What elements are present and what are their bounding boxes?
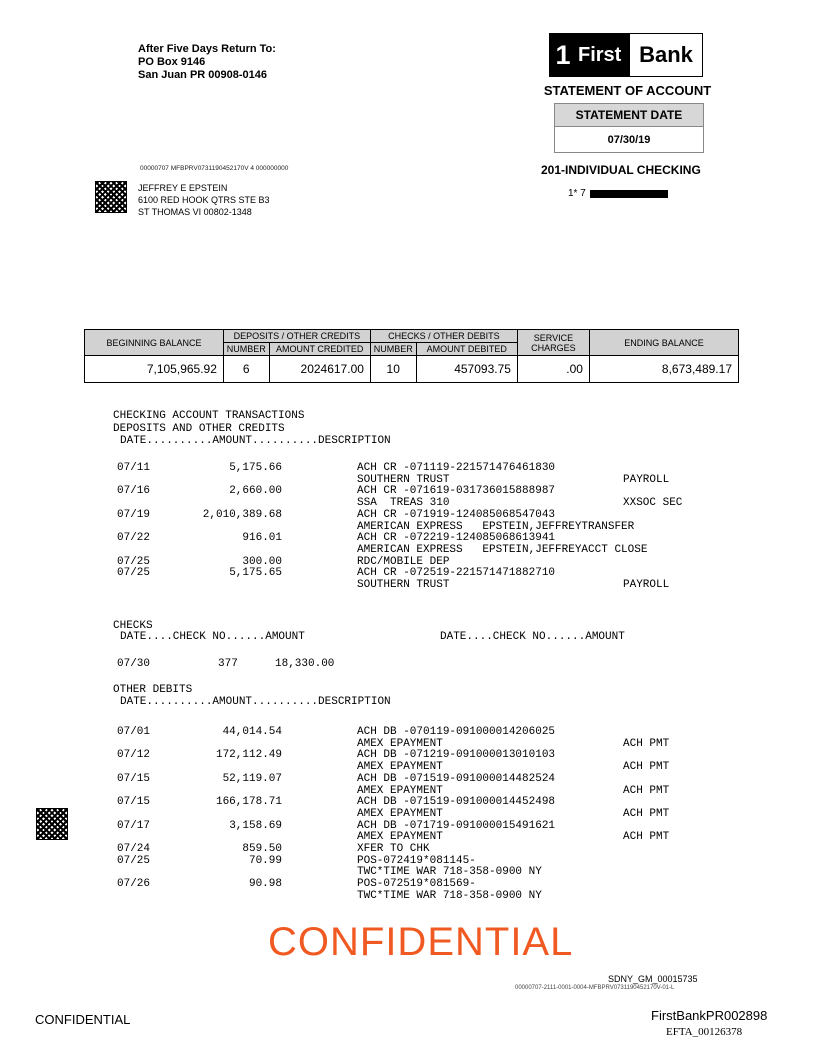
deposit-description-line2: SSA TREAS 310 bbox=[357, 497, 450, 510]
account-number bbox=[568, 188, 668, 199]
debit-date: 07/15 bbox=[117, 796, 151, 809]
amount-debited: 457093.75 bbox=[416, 356, 517, 383]
confidential-footer: CONFIDENTIAL bbox=[35, 1012, 131, 1027]
deposit-amount: 5,175.65 bbox=[229, 567, 282, 580]
customer-name: JEFFREY E EPSTEIN bbox=[138, 183, 228, 193]
debit-description-line2: TWC*TIME WAR 718-358-0900 NY bbox=[357, 889, 542, 902]
amount-credited: 2024617.00 bbox=[269, 356, 370, 383]
header-ending-balance: ENDING BALANCE bbox=[589, 330, 738, 356]
deposit-description-line2: SOUTHERN TRUST bbox=[357, 579, 450, 591]
logo-one: 1 bbox=[550, 34, 576, 76]
transactions-title: CHECKING ACCOUNT TRANSACTIONS bbox=[113, 410, 305, 422]
deposit-description: ACH CR -071619-031736015888987 bbox=[357, 485, 556, 498]
debit-description: ACH DB -071219-091000013010103 bbox=[357, 749, 556, 762]
deposit-description: ACH CR -072519-221571471882710 bbox=[357, 567, 556, 580]
debit-amount: 166,178.71 bbox=[215, 796, 282, 809]
deposit-description: RDC/MOBILE DEP bbox=[357, 555, 450, 568]
debit-description: ACH DB -071519-091000014482524 bbox=[357, 772, 556, 785]
debit-date: 07/17 bbox=[117, 819, 151, 832]
debit-description-line2: AMEX EPAYMENT bbox=[357, 737, 443, 750]
debit-amount: 172,112.49 bbox=[215, 749, 282, 762]
deposit-date: 07/22 bbox=[117, 532, 151, 545]
statement-date-box bbox=[554, 103, 704, 153]
debit-description: POS-072419*081145- bbox=[357, 854, 476, 867]
debit-description-line2: AMEX EPAYMENT bbox=[357, 784, 443, 797]
debit-description: XFER TO CHK bbox=[357, 843, 430, 855]
ending-balance: 8,673,489.17 bbox=[589, 356, 738, 383]
debit-amount: 70.99 bbox=[248, 854, 282, 867]
statement-date-label: STATEMENT DATE bbox=[555, 104, 703, 127]
debit-date: 07/25 bbox=[117, 854, 151, 867]
statement-title: STATEMENT OF ACCOUNT bbox=[543, 83, 712, 98]
efta-id: EFTA_00126378 bbox=[666, 1026, 743, 1038]
deposit-amount: 916.01 bbox=[242, 532, 282, 545]
deposits-column-header: DATE..........AMOUNT..........DESCRIPTION bbox=[120, 435, 391, 447]
debits-column-header: DATE..........AMOUNT..........DESCRIPTION bbox=[120, 696, 391, 708]
debit-description-line2: TWC*TIME WAR 718-358-0900 NY bbox=[357, 866, 542, 879]
debits-number: 10 bbox=[370, 356, 416, 383]
header-debit-number: NUMBER bbox=[370, 343, 416, 356]
debit-description-tag: ACH PMT bbox=[623, 737, 670, 750]
return-line-2: PO Box 9146 bbox=[138, 56, 206, 68]
deposit-date: 07/11 bbox=[117, 462, 151, 474]
bank-logo bbox=[549, 33, 703, 77]
customer-address-1: 6100 RED HOOK QTRS STE B3 bbox=[138, 195, 270, 205]
document-code: 00000707-2111-0001-0004-MFBPRV0731190452170V-01-L bbox=[515, 985, 675, 991]
header-beginning-balance: BEGINNING BALANCE bbox=[85, 330, 224, 356]
debit-description-line2: AMEX EPAYMENT bbox=[357, 831, 443, 844]
debit-amount: 44,014.54 bbox=[222, 726, 282, 738]
debit-description-line2: AMEX EPAYMENT bbox=[357, 761, 443, 774]
debit-description: ACH DB -071719-091000015491621 bbox=[357, 819, 556, 832]
deposit-amount: 300.00 bbox=[242, 555, 282, 568]
deposit-description-line2: AMERICAN EXPRESS EPSTEIN,JEFFREYACCT CLOSE bbox=[357, 543, 648, 556]
account-type: 201-INDIVIDUAL CHECKING bbox=[541, 163, 701, 177]
deposit-date: 07/25 bbox=[117, 567, 151, 580]
debit-description: ACH DB -071519-091000014452498 bbox=[357, 796, 556, 809]
deposit-amount: 2,010,389.68 bbox=[202, 508, 282, 521]
deposit-description: ACH CR -072219-124085068613941 bbox=[357, 532, 556, 545]
return-address bbox=[138, 43, 276, 82]
deposit-amount: 5,175.66 bbox=[229, 462, 282, 474]
statement-date-value: 07/30/19 bbox=[607, 133, 651, 146]
checks-column-header-left: DATE....CHECK NO......AMOUNT bbox=[120, 631, 305, 643]
header-deposit-number: NUMBER bbox=[223, 343, 269, 356]
service-charges: .00 bbox=[517, 356, 589, 383]
account-summary-table bbox=[84, 329, 739, 383]
sdny-id: SDNY_GM_00015735 bbox=[608, 974, 698, 984]
check-amount: 18,330.00 bbox=[275, 658, 335, 670]
debit-amount: 3,158.69 bbox=[229, 819, 282, 832]
debit-description-tag: ACH PMT bbox=[623, 784, 670, 797]
debit-description-tag: ACH PMT bbox=[623, 761, 670, 774]
customer-address bbox=[138, 182, 270, 218]
deposit-description-tag: XXSOC SEC bbox=[623, 497, 683, 510]
check-date: 07/30 bbox=[117, 658, 151, 670]
header-amount-debited: AMOUNT DEBITED bbox=[416, 343, 517, 356]
confidential-stamp: CONFIDENTIAL bbox=[268, 920, 574, 964]
header-service-charges: SERVICE CHARGES bbox=[517, 330, 589, 356]
return-line-1: After Five Days Return To: bbox=[138, 43, 276, 55]
debit-amount: 859.50 bbox=[242, 843, 282, 855]
deposits-number: 6 bbox=[223, 356, 269, 383]
debit-date: 07/01 bbox=[117, 726, 151, 738]
deposit-description: ACH CR -071919-124085068547043 bbox=[357, 508, 556, 521]
deposit-amount: 2,660.00 bbox=[229, 485, 282, 498]
debit-description-tag: ACH PMT bbox=[623, 831, 670, 844]
deposit-description-tag: PAYROLL bbox=[623, 473, 670, 486]
debit-amount: 52,119.07 bbox=[222, 772, 282, 785]
debit-date: 07/12 bbox=[117, 749, 151, 762]
deposit-date: 07/16 bbox=[117, 485, 151, 498]
deposit-date: 07/19 bbox=[117, 508, 151, 521]
debit-description: POS-072519*081569- bbox=[357, 878, 476, 891]
header-checks: CHECKS / OTHER DEBITS bbox=[370, 330, 517, 343]
deposit-description-line2: AMERICAN EXPRESS EPSTEIN,JEFFREYTRANSFER bbox=[357, 520, 635, 533]
debit-amount: 90.98 bbox=[248, 878, 282, 891]
return-line-3: San Juan PR 00908-0146 bbox=[138, 69, 268, 81]
barcode-icon bbox=[95, 181, 127, 213]
beginning-balance: 7,105,965.92 bbox=[85, 356, 224, 383]
customer-address-2: ST THOMAS VI 00802-1348 bbox=[138, 207, 252, 217]
deposit-description: ACH CR -071119-221571476461830 bbox=[357, 462, 556, 474]
firstbank-id: FirstBankPR002898 bbox=[651, 1008, 768, 1023]
header-amount-credited: AMOUNT CREDITED bbox=[269, 343, 370, 356]
debits-title: OTHER DEBITS bbox=[113, 684, 193, 696]
debit-date: 07/15 bbox=[117, 772, 151, 785]
debit-date: 07/24 bbox=[117, 843, 151, 855]
account-number-text: 1* 7 bbox=[568, 188, 586, 199]
deposit-description-line2: SOUTHERN TRUST bbox=[357, 473, 450, 486]
deposit-date: 07/25 bbox=[117, 555, 151, 568]
debit-description-tag: ACH PMT bbox=[623, 807, 670, 820]
deposit-description-tag: PAYROLL bbox=[623, 579, 670, 591]
logo-bank: Bank bbox=[630, 34, 702, 76]
debit-description-line2: AMEX EPAYMENT bbox=[357, 807, 443, 820]
deposits-title: DEPOSITS AND OTHER CREDITS bbox=[113, 423, 285, 435]
checks-column-header-right: DATE....CHECK NO......AMOUNT bbox=[440, 631, 625, 643]
check-number: 377 bbox=[218, 658, 238, 670]
logo-first: First bbox=[576, 34, 630, 76]
checks-title: CHECKS bbox=[113, 620, 153, 632]
debit-description: ACH DB -070119-091000014206025 bbox=[357, 726, 556, 738]
header-deposits: DEPOSITS / OTHER CREDITS bbox=[223, 330, 370, 343]
redaction-bar bbox=[590, 190, 668, 198]
debit-date: 07/26 bbox=[117, 878, 151, 891]
mail-code: 00000707 MFBPRV0731190452170V 4 000000000 bbox=[140, 165, 289, 172]
barcode-icon bbox=[36, 808, 68, 840]
